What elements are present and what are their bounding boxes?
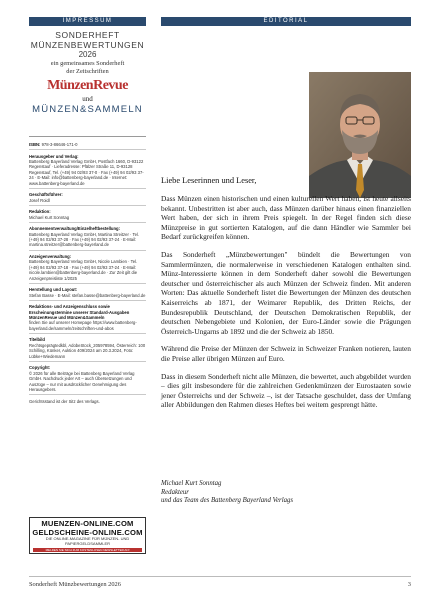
impressum-block: Herausgeber und Verlag: Battenberg Bayerland Verlag GmbH, Postfach 1660, D-93122 Regenstauf · Lieferadresse: Pfälzer Straße 11, D-93128 Regenstauf, Tel. (+49) 94 02/93 37-0 · Fax (+49) 94 02/93 37-24 · E-Mail: info@battenberg-bayerland.de · Internet: www.battenberg-bayerland.de bbox=[29, 154, 146, 189]
ad-tagline: DIE ONLINE-MAGAZINE FÜR MÜNZEN- UND PAPIERGELDSAMMLER bbox=[45, 536, 130, 546]
masthead-year: 2026 bbox=[78, 50, 97, 59]
muenzenrevue-logo: MünzenRevue bbox=[47, 78, 128, 93]
page-footer bbox=[29, 576, 411, 588]
impressum-block: Abonnementverwaltung/Einzelheftbestellung: Battenberg Bayerland Verlag GmbH, Martina Streitzer · Tel. (+49) 94 02/93 37-28 · Fax (+49) 94 02/93 37-24 · E-Mail: martina.streitzer@battenberg-bayerland.de bbox=[29, 226, 146, 251]
impressum-details bbox=[29, 142, 146, 409]
impressum-block: Copyright: © 2026 für alle Beiträge bei Battenberg Bayerland Verlag GmbH. Nachdruck jeder Art – auch Übersetzungen und Auszüge – nur mit ausdrücklicher Genehmigung des Herausgebers. bbox=[29, 365, 146, 395]
impressum-block: Redaktion: Michael Kurt Sonntag bbox=[29, 209, 146, 223]
impressum-section-label: IMPRESSUM bbox=[29, 17, 146, 26]
impressum-block: Herstellung und Layout: Stefan Basse · E-Mail: stefan.basse@battenberg-bayerland.de bbox=[29, 287, 146, 301]
impressum-block: Gerichtsstand ist der Sitz des Verlags. bbox=[29, 398, 100, 404]
editorial-greeting: Liebe Leserinnen und Leser, bbox=[161, 176, 257, 185]
portrait-illustration bbox=[309, 72, 411, 198]
muenzen-sammeln-logo: MÜNZEN&SAMMELN bbox=[32, 104, 143, 115]
masthead-und: und bbox=[82, 95, 93, 103]
ad-line-geldscheine-online: GELDSCHEINE-ONLINE.COM bbox=[32, 527, 143, 537]
editorial-paragraph: Dass in diesem Sonderheft nicht alle Münzen, die bewertet, auch abgebildet wurden – dies gilt insbesondere für die zahlreichen Gedenkmünzen der Eurostaaten sowie jener Österreichs und der Schweiz –, ist der Tatsache geschuldet, dass der Umfang aller Abbildungen den Rahmen dieses Heftes bei weitem gesprengt hätte. bbox=[161, 371, 411, 410]
ad-line-muenzen-online: MUENZEN-ONLINE.COM bbox=[41, 519, 134, 528]
impressum-block: Redaktions- und Anzeigenschluss sowie Erscheinungstermine unserer Standard-Ausgaben MünzenRevue und Münzen&Sammeln finden Sie auf unserer Homepage https://www.battenberg-bayerland.de/sammeln/zeitschriften-und-abos bbox=[29, 304, 146, 334]
editorial-section-label: EDITORIAL bbox=[161, 17, 411, 26]
masthead-subtitle-1: ein gemeinsames Sonderheft bbox=[50, 60, 125, 67]
editorial-column bbox=[161, 0, 411, 570]
impressum-block: ISBN: 978-3-86646-171-0 bbox=[29, 142, 146, 150]
impressum-block: Geschäftsführer: Josef Roidl bbox=[29, 192, 146, 206]
editorial-body bbox=[161, 194, 411, 418]
footer-publication: Sonderheft Münzbewertungen 2026 bbox=[29, 581, 121, 588]
impressum-block: Titelbild Rechtsgeprägtedkbl, AdobeStock_205978594, Österreich: 100 Schilling, Künker, Auktion 409/2024 am 20.3.2024, Foto: Lübke+Wiedemann bbox=[29, 337, 146, 362]
signature-team: und das Team des Battenberg Bayerland Verlags bbox=[161, 497, 294, 505]
masthead-line1: SONDERHEFT bbox=[55, 30, 120, 40]
editorial-signature bbox=[161, 480, 411, 506]
editorial-paragraph: Das Sonderheft „Münzbewertungen" bündelt die Bewertungen von Sammlermünzen, die normalerweise in verschiedenen Katalogen enthalten sind. Münz-Interessierte können in dem Sonderheft daher sowohl die Bewertungen deutscher und österreichischer als auch Münzen der Schweiz finden. Mit anderen Worten: Das aktuelle Sonderheft listet die Bewertungen der Münzen des deutschen Kaiserreichs ab 1871, der Weimarer Republik, des Dritten Reichs, der Bundesrepublik Deutschland, der Deutschen Demokratischen Republik, der deutschen Nebengebiete und Kolonien, der Euro-Länder sowie die Prägungen Österreich-Ungarns ab 1892 und die der Schweiz ab 1850. bbox=[161, 249, 411, 336]
impressum-column bbox=[29, 0, 146, 570]
online-magazine-ad[interactable] bbox=[29, 517, 146, 554]
ad-newsletter-bar: MELDEN SIE SICH ZUM KOSTENLOSEN NEWSLETTER AN! bbox=[33, 548, 142, 552]
masthead bbox=[29, 30, 146, 115]
masthead-subtitle-2: der Zeitschriften bbox=[66, 68, 109, 75]
signature-role: Redakteur bbox=[161, 488, 189, 496]
signature-name: Michael Kurt Sonntag bbox=[161, 480, 222, 487]
masthead-line2: MÜNZENBEWERTUNGEN bbox=[30, 40, 145, 50]
divider bbox=[29, 136, 146, 137]
impressum-block: Anzeigenverwaltung: Battenberg Bayerland Verlag GmbH, Nicole Lambien · Tel. (+49) 94 02/93 37-18 · Fax (+49) 94 02/93 37-24 · E-Mail: nicole.lambien@battenberg-bayerland.de · Zur Zeit gilt die Anzeigenpreisliste 1/2025 bbox=[29, 254, 146, 284]
editorial-paragraph: Dass Münzen einen historischen und einen kulturellen Wert haben, ist heute allseits bekannt. Unbestritten ist aber auch, dass Münzen darüber hinaus einen finanziellen Wert haben, der sich in ihrem Preis spiegelt. In der Regel finden sich diese Münzpreise in gut sortierten Katalogen, auf die dann Händler wie Sammler bei Bedarf zurückgreifen können. bbox=[161, 194, 411, 242]
editorial-paragraph: Während die Preise der Münzen der Schweiz in Schweizer Franken notieren, lauten die Preise aller übrigen Münzen auf Euro. bbox=[161, 344, 411, 363]
page-number: 3 bbox=[407, 581, 411, 588]
editor-portrait-photo bbox=[309, 72, 411, 198]
